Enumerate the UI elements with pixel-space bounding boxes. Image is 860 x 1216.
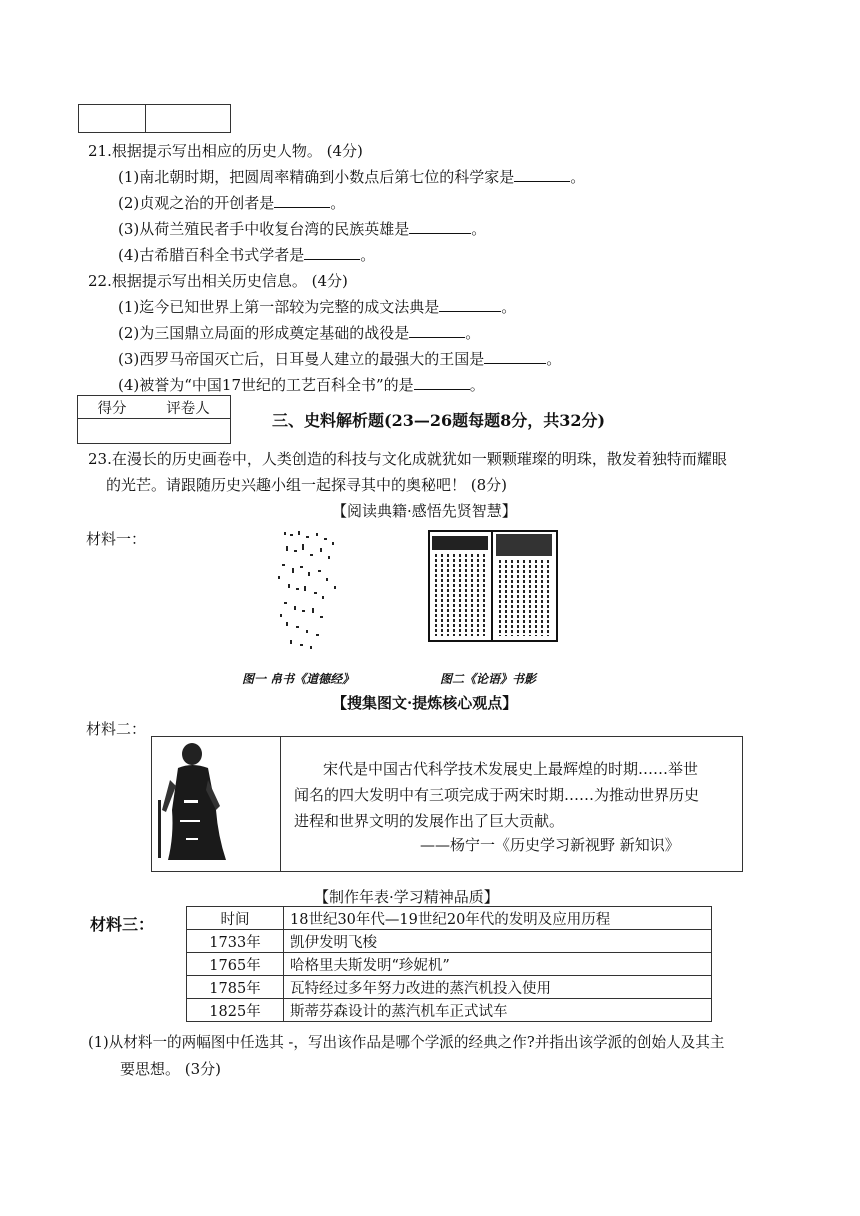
- quote-source: ——杨宁一《历史学习新视野 新知识》: [420, 836, 680, 854]
- q21-item-text: (4)古希腊百科全书式学者是: [118, 246, 305, 264]
- song-scholar-portrait: [156, 740, 236, 864]
- top-score-table: [78, 104, 231, 133]
- timeline-header-row: [187, 907, 712, 930]
- period: 。: [471, 220, 487, 238]
- period: 。: [360, 246, 376, 264]
- table-row: [187, 976, 712, 999]
- timeline-year: 1765年: [187, 953, 284, 976]
- answer-blank[interactable]: [409, 218, 471, 234]
- period: 。: [469, 376, 485, 394]
- table-row: [187, 930, 712, 953]
- fig1-caption: 图一 帛书《道德经》: [242, 672, 355, 686]
- q22-item-2: [118, 322, 480, 344]
- top-table-cell: [79, 105, 146, 133]
- q23-line1: 23.在漫长的历史画卷中，人类创造的科技与文化成就犹如一颗颗璀璨的明珠，散发着独特而耀眼: [88, 450, 727, 468]
- table-row: [187, 953, 712, 976]
- sub1-line2: 要思想。 (3分): [120, 1060, 222, 1078]
- timeline-year: 1733年: [187, 930, 284, 953]
- q21-item-4: [118, 244, 375, 266]
- timeline-event: 瓦特经过多年努力改进的蒸汽机投入使用: [284, 976, 712, 999]
- reviewer-cell[interactable]: [146, 419, 231, 444]
- top-table-cell: [146, 105, 231, 133]
- q22-item-1: [118, 296, 516, 318]
- section3-score-box: [77, 395, 231, 444]
- q22-title: 22.根据提示写出相关历史信息。 (4分): [88, 272, 348, 290]
- period: 。: [501, 298, 517, 316]
- score-label: 得分: [78, 396, 147, 419]
- material1-label: 材料一：: [86, 530, 147, 548]
- q21-item-text: (2)贞观之治的开创者是: [118, 194, 275, 212]
- period: 。: [546, 350, 562, 368]
- material3-label: 材料三：: [90, 915, 155, 934]
- score-cell[interactable]: [78, 419, 147, 444]
- quote-line3: 进程和世界文明的发展作出了巨大贡献。: [294, 812, 565, 830]
- answer-blank[interactable]: [409, 322, 465, 338]
- answer-blank[interactable]: [514, 166, 570, 182]
- silk-manuscript-image: [276, 526, 342, 654]
- period: 。: [570, 168, 586, 186]
- q22-item-3: [118, 348, 561, 370]
- q22-item-text: (4)被誉为“中国17世纪的工艺百科全书”的是: [118, 376, 414, 394]
- heading-read-classics: 【阅读典籍·感悟先贤智慧】: [332, 502, 517, 520]
- header-time: 时间: [187, 907, 284, 930]
- q21-item-3: [118, 218, 486, 240]
- table-row: [187, 999, 712, 1022]
- timeline-event: 斯蒂芬森设计的蒸汽机车正式试车: [284, 999, 712, 1022]
- timeline-event: 哈格里夫斯发明“珍妮机”: [284, 953, 712, 976]
- quote-line1: 宋代是中国古代科学技术发展史上最辉煌的时期……举世: [323, 760, 699, 778]
- q21-item-text: (3)从荷兰殖民者手中收复台湾的民族英雄是: [118, 220, 410, 238]
- answer-blank[interactable]: [304, 244, 360, 260]
- portrait-divider: [280, 737, 281, 871]
- fig2-caption: 图二《论语》书影: [440, 672, 537, 686]
- heading-make-timeline: 【制作年表·学习精神品质】: [314, 888, 499, 906]
- period: 。: [465, 324, 481, 342]
- timeline-year: 1785年: [187, 976, 284, 999]
- answer-blank[interactable]: [439, 296, 501, 312]
- timeline-event: 凯伊发明飞梭: [284, 930, 712, 953]
- analects-book-image: [428, 530, 558, 642]
- header-invention: 18世纪30年代—19世纪20年代的发明及应用历程: [284, 907, 712, 930]
- heading-collect-images: 【搜集图文·提炼核心观点】: [332, 694, 518, 712]
- q22-item-text: (3)西罗马帝国灭亡后，日耳曼人建立的最强大的王国是: [118, 350, 485, 368]
- section3-title: 三、史料解析题(23—26题每题8分，共32分): [272, 411, 606, 430]
- material2-label: 材料二：: [86, 720, 147, 738]
- reviewer-label: 评卷人: [146, 396, 231, 419]
- q22-item-text: (2)为三国鼎立局面的形成奠定基础的战役是: [118, 324, 410, 342]
- answer-blank[interactable]: [274, 192, 330, 208]
- timeline-year: 1825年: [187, 999, 284, 1022]
- period: 。: [330, 194, 346, 212]
- quote-line2: 闻名的四大发明中有三项完成于两宋时期……为推动世界历史: [294, 786, 700, 804]
- q21-item-1: [118, 166, 585, 188]
- q21-item-text: (1)南北朝时期，把圆周率精确到小数点后第七位的科学家是: [118, 168, 515, 186]
- q21-item-2: [118, 192, 345, 214]
- timeline-table: [186, 906, 712, 1022]
- answer-blank[interactable]: [414, 374, 470, 390]
- answer-blank[interactable]: [484, 348, 546, 364]
- q22-item-text: (1)迄今已知世界上第一部较为完整的成文法典是: [118, 298, 440, 316]
- sub1-line1: (1)从材料一的两幅图中任选其 -，写出该作品是哪个学派的经典之作?并指出该学派的创始人及其主: [88, 1034, 725, 1051]
- q22-item-4: [118, 374, 485, 396]
- q23-line2: 的光芒。请跟随历史兴趣小组一起探寻其中的奥秘吧！ (8分): [106, 476, 508, 494]
- q21-title: 21.根据提示写出相应的历史人物。 (4分): [88, 142, 363, 160]
